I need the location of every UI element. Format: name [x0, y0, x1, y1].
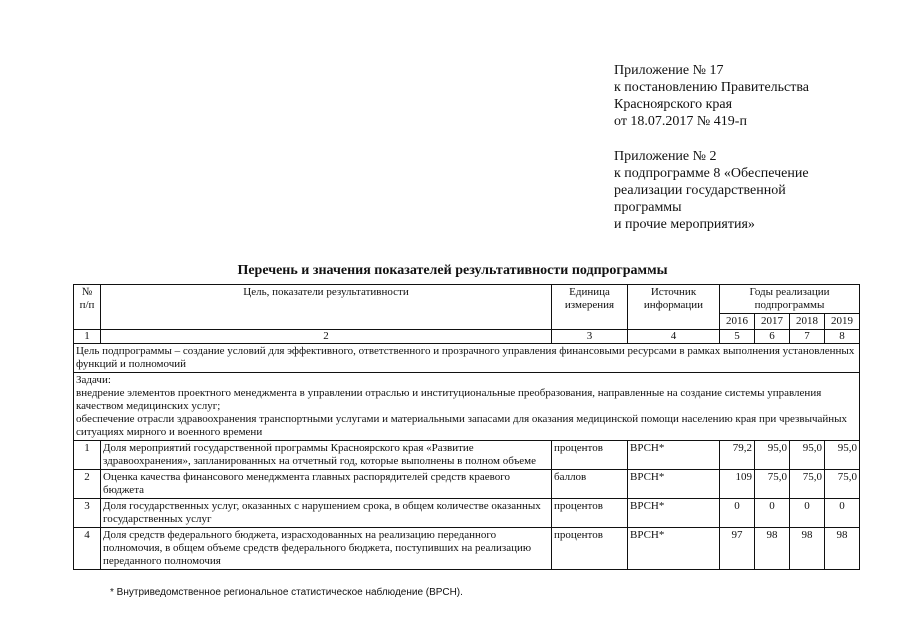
- header-years-group: Годы реализации подпрограммы: [720, 285, 860, 314]
- table-row: [74, 528, 860, 570]
- appendix-line: Красноярского края: [614, 97, 733, 112]
- row-num: 2: [74, 470, 101, 499]
- tasks-label: Задачи:: [76, 374, 111, 386]
- appendix-line: реализации государственной: [614, 183, 786, 198]
- row-unit: процентов: [552, 528, 628, 570]
- header-year: 2018: [790, 314, 825, 330]
- column-numbers-row: [74, 330, 860, 344]
- column-number: 7: [790, 330, 825, 344]
- row-value-2017: 75,0: [755, 470, 790, 499]
- header-source: Источник информации: [628, 285, 720, 330]
- row-name: Доля мероприятий государственной программы Красноярского края «Развитие здравоохранения», запланированных на отчетный год, которые выполнены в полном объеме: [101, 441, 552, 470]
- appendix-2-header: [614, 148, 809, 233]
- row-value-2018: 75,0: [790, 470, 825, 499]
- appendix-line: к подпрограмме 8 «Обеспечение: [614, 166, 809, 181]
- row-unit: баллов: [552, 470, 628, 499]
- column-number: 4: [628, 330, 720, 344]
- goal-text: Цель подпрограммы – создание условий для эффективного, ответственного и прозрачного управления финансовыми ресурсами в рамках выполнения установленных функций и полномочий: [74, 344, 860, 373]
- row-num: 4: [74, 528, 101, 570]
- row-name: Доля средств федерального бюджета, израсходованных на реализацию переданного полномочия, в общем объеме средств федерального бюджета, поступивших на реализацию переданного полномочия: [101, 528, 552, 570]
- row-source: ВРСН*: [628, 470, 720, 499]
- table-row: [74, 499, 860, 528]
- appendix-line: к постановлению Правительства: [614, 80, 810, 95]
- appendix-17-header: [614, 62, 809, 130]
- appendix-line: программы: [614, 200, 682, 215]
- table-row: [74, 441, 860, 470]
- row-num: 1: [74, 441, 101, 470]
- row-unit: процентов: [552, 499, 628, 528]
- row-value-2016: 97: [720, 528, 755, 570]
- row-value-2019: 75,0: [825, 470, 860, 499]
- column-number: 1: [74, 330, 101, 344]
- column-number: 6: [755, 330, 790, 344]
- row-name: Оценка качества финансового менеджмента главных распорядителей средств краевого бюджета: [101, 470, 552, 499]
- tasks-cell: [74, 373, 860, 441]
- row-value-2017: 0: [755, 499, 790, 528]
- document-title: Перечень и значения показателей результативности подпрограммы: [237, 263, 668, 278]
- row-value-2019: 0: [825, 499, 860, 528]
- column-number: 5: [720, 330, 755, 344]
- indicators-table: [73, 284, 860, 570]
- row-value-2016: 109: [720, 470, 755, 499]
- row-num: 3: [74, 499, 101, 528]
- appendix-line: Приложение № 2: [614, 149, 717, 164]
- header-goal: Цель, показатели результативности: [101, 285, 552, 330]
- column-number: 2: [101, 330, 552, 344]
- row-value-2018: 98: [790, 528, 825, 570]
- row-source: ВРСН*: [628, 441, 720, 470]
- row-unit: процентов: [552, 441, 628, 470]
- header-unit: Единица измерения: [552, 285, 628, 330]
- row-name: Доля государственных услуг, оказанных с нарушением срока, в общем количестве оказанных государственных услуг: [101, 499, 552, 528]
- row-value-2018: 95,0: [790, 441, 825, 470]
- row-value-2018: 0: [790, 499, 825, 528]
- header-year: 2016: [720, 314, 755, 330]
- row-value-2016: 79,2: [720, 441, 755, 470]
- row-value-2017: 98: [755, 528, 790, 570]
- header-year: 2019: [825, 314, 860, 330]
- column-number: 3: [552, 330, 628, 344]
- row-value-2019: 98: [825, 528, 860, 570]
- row-value-2017: 95,0: [755, 441, 790, 470]
- appendix-line: Приложение № 17: [614, 63, 724, 78]
- appendix-line: от 18.07.2017 № 419-п: [614, 114, 747, 129]
- header-year: 2017: [755, 314, 790, 330]
- goal-row: [74, 344, 860, 373]
- header-num: № п/п: [74, 285, 101, 330]
- task-item: внедрение элементов проектного менеджмента в управлении отраслью и институциональные преобразования, направленные на создание системы управления качеством медицинских услуг;: [76, 387, 822, 412]
- task-item: обеспечение отрасли здравоохранения транспортными услугами и материальными запасами для оказания медицинской помощи населению края при чрезвычайных ситуациях мирного и военного времени: [76, 413, 848, 438]
- row-value-2016: 0: [720, 499, 755, 528]
- table-row: [74, 470, 860, 499]
- appendix-line: и прочие мероприятия»: [614, 217, 755, 232]
- table-header-row: [74, 285, 860, 314]
- row-value-2019: 95,0: [825, 441, 860, 470]
- tasks-row: [74, 373, 860, 441]
- column-number: 8: [825, 330, 860, 344]
- row-source: ВРСН*: [628, 499, 720, 528]
- row-source: ВРСН*: [628, 528, 720, 570]
- footnote: * Внутриведомственное региональное статистическое наблюдение (ВРСН).: [110, 587, 463, 598]
